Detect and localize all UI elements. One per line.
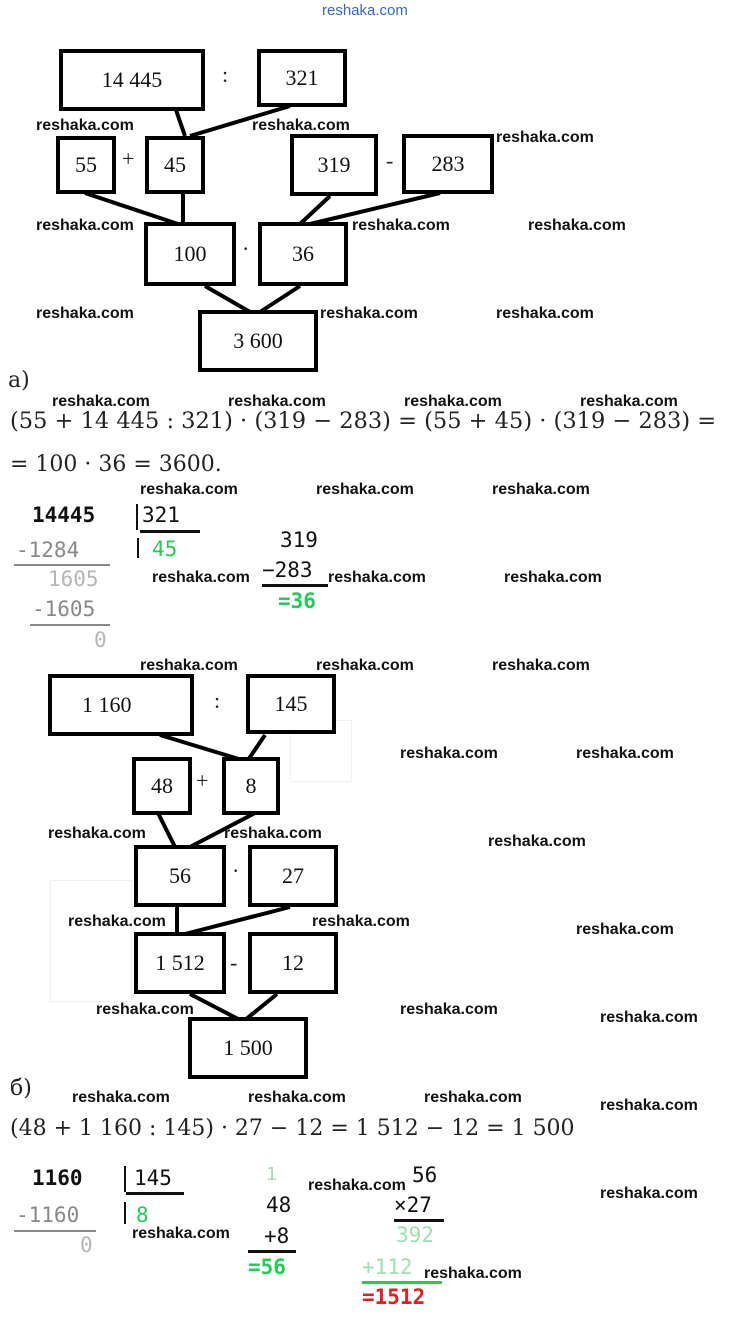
watermark: reshaka.com <box>320 305 418 322</box>
div-b-bar2 <box>124 1202 126 1224</box>
watermark: reshaka.com <box>36 305 134 322</box>
header-watermark: reshaka.com <box>322 2 408 19</box>
diagram-b-row3-left: 56 <box>134 845 226 907</box>
part-b-equation: (48 + 1 160 : 145) · 27 − 12 = 1 512 − 12 = 1 500 <box>10 1116 575 1141</box>
add-b-b: +8 <box>264 1224 290 1248</box>
diagram-b-mid-a: 48 <box>132 757 192 815</box>
watermark: reshaka.com <box>52 393 150 410</box>
watermark: reshaka.com <box>96 1001 194 1018</box>
diagram-b-row3-op: · <box>232 858 240 883</box>
div-b-bar <box>124 1166 126 1192</box>
diagram-b-row4-right: 12 <box>248 932 338 994</box>
diagram-a-mid-left-b: 45 <box>145 136 205 194</box>
watermark: reshaka.com <box>228 393 326 410</box>
watermark: reshaka.com <box>316 481 414 498</box>
div-a-divisor-line <box>140 530 200 533</box>
add-b-carry: 1 <box>266 1164 277 1185</box>
watermark: reshaka.com <box>492 481 590 498</box>
watermark: reshaka.com <box>600 1009 698 1026</box>
part-a-equation-line1: (55 + 14 445 : 321) · (319 − 283) = (55 + 45) · (319 − 283) = <box>10 408 717 434</box>
diagram-a-top-left: 14 445 <box>59 49 205 111</box>
watermark: reshaka.com <box>424 1265 522 1282</box>
div-a-line2 <box>30 624 110 626</box>
div-b-divisor-line <box>126 1192 184 1195</box>
add-b-result: =56 <box>248 1255 286 1279</box>
div-a-sub2: -1605 <box>32 597 96 621</box>
diagram-a-top-op: : <box>222 62 229 87</box>
diagram-a-mid-right-op: - <box>386 148 394 173</box>
sub-a-result: =36 <box>278 589 316 613</box>
mul-b-result: =1512 <box>362 1285 426 1309</box>
watermark: reshaka.com <box>600 1097 698 1114</box>
div-b-sub: -1160 <box>16 1203 80 1227</box>
part-b-label: б) <box>10 1076 32 1101</box>
watermark: reshaka.com <box>504 569 602 586</box>
mul-b-a: 56 <box>412 1163 438 1187</box>
diagram-a-mid-right-a: 319 <box>290 134 378 196</box>
diagram-b-mid-op: + <box>196 768 209 793</box>
diagram-a-mid-right-b: 283 <box>402 134 494 194</box>
sub-a-subtrahend: −283 <box>262 558 313 582</box>
watermark: reshaka.com <box>140 657 238 674</box>
div-a-rem1: 1605 <box>48 567 99 591</box>
div-a-quotient: 45 <box>152 537 178 561</box>
add-b-a: 48 <box>266 1193 292 1217</box>
div-a-rem2: 0 <box>94 628 107 652</box>
diagram-a-low-op: · <box>242 236 250 261</box>
div-b-line <box>14 1230 96 1232</box>
watermark: reshaka.com <box>400 1001 498 1018</box>
watermark: reshaka.com <box>312 913 410 930</box>
diagram-a-low-right: 36 <box>258 222 348 286</box>
watermark: reshaka.com <box>496 305 594 322</box>
div-a-divisor: 321 <box>142 503 180 527</box>
mul-b-partial2: +112 <box>362 1255 413 1279</box>
div-b-quotient: 8 <box>136 1203 149 1227</box>
watermark: reshaka.com <box>488 833 586 850</box>
watermark: reshaka.com <box>352 217 450 234</box>
watermark: reshaka.com <box>404 393 502 410</box>
watermark: reshaka.com <box>36 217 134 234</box>
watermark: reshaka.com <box>48 825 146 842</box>
diagram-b-row3-right: 27 <box>248 845 338 907</box>
sub-a-minuend: 319 <box>280 528 318 552</box>
watermark: reshaka.com <box>252 117 350 134</box>
diagram-a-result: 3 600 <box>198 310 318 372</box>
watermark: reshaka.com <box>424 1089 522 1106</box>
watermark: reshaka.com <box>328 569 426 586</box>
div-a-bar <box>136 504 138 530</box>
div-b-dividend: 1160 <box>32 1166 83 1190</box>
diagram-b-result: 1 500 <box>188 1017 308 1079</box>
diagram-b-row4-left: 1 512 <box>134 932 226 994</box>
div-a-sub1: -1284 <box>16 538 80 562</box>
watermark: reshaka.com <box>152 569 250 586</box>
watermark: reshaka.com <box>248 1089 346 1106</box>
diagram-b-top-left: 1 160 <box>48 674 194 736</box>
sub-a-line <box>262 584 328 587</box>
part-a-label: а) <box>8 368 30 393</box>
watermark: reshaka.com <box>576 745 674 762</box>
mul-b-partial1: 392 <box>396 1223 434 1247</box>
watermark: reshaka.com <box>492 657 590 674</box>
mul-b-b: ×27 <box>394 1193 432 1217</box>
diagram-b-top-right: 145 <box>246 674 336 734</box>
watermark: reshaka.com <box>528 217 626 234</box>
diagram-b-mid-b: 8 <box>222 757 280 815</box>
watermark: reshaka.com <box>140 481 238 498</box>
watermark: reshaka.com <box>224 825 322 842</box>
watermark: reshaka.com <box>600 1185 698 1202</box>
part-a-equation-line2: = 100 · 36 = 3600. <box>10 452 222 477</box>
watermark: reshaka.com <box>72 1089 170 1106</box>
div-a-line1 <box>14 564 110 566</box>
diagram-b-row4-op: - <box>230 950 238 975</box>
watermark: reshaka.com <box>316 657 414 674</box>
watermark: reshaka.com <box>68 913 166 930</box>
watermark: reshaka.com <box>308 1177 406 1194</box>
watermark: reshaka.com <box>36 117 134 134</box>
diagram-a-top-right: 321 <box>257 49 347 107</box>
diagram-a-mid-left-a: 55 <box>56 136 116 194</box>
div-a-dividend: 14445 <box>32 503 96 527</box>
diagram-b-top-op: : <box>214 688 221 713</box>
mul-b-line1 <box>394 1219 444 1222</box>
watermark: reshaka.com <box>400 745 498 762</box>
diagram-a-mid-left-op: + <box>122 146 135 171</box>
diagram-a-low-left: 100 <box>144 222 236 286</box>
watermark: reshaka.com <box>580 393 678 410</box>
add-b-line <box>248 1250 296 1253</box>
div-a-bar2 <box>137 538 139 558</box>
watermark: reshaka.com <box>132 1225 230 1242</box>
div-b-rem: 0 <box>80 1233 93 1257</box>
watermark: reshaka.com <box>576 921 674 938</box>
watermark: reshaka.com <box>496 129 594 146</box>
div-b-divisor: 145 <box>134 1166 172 1190</box>
